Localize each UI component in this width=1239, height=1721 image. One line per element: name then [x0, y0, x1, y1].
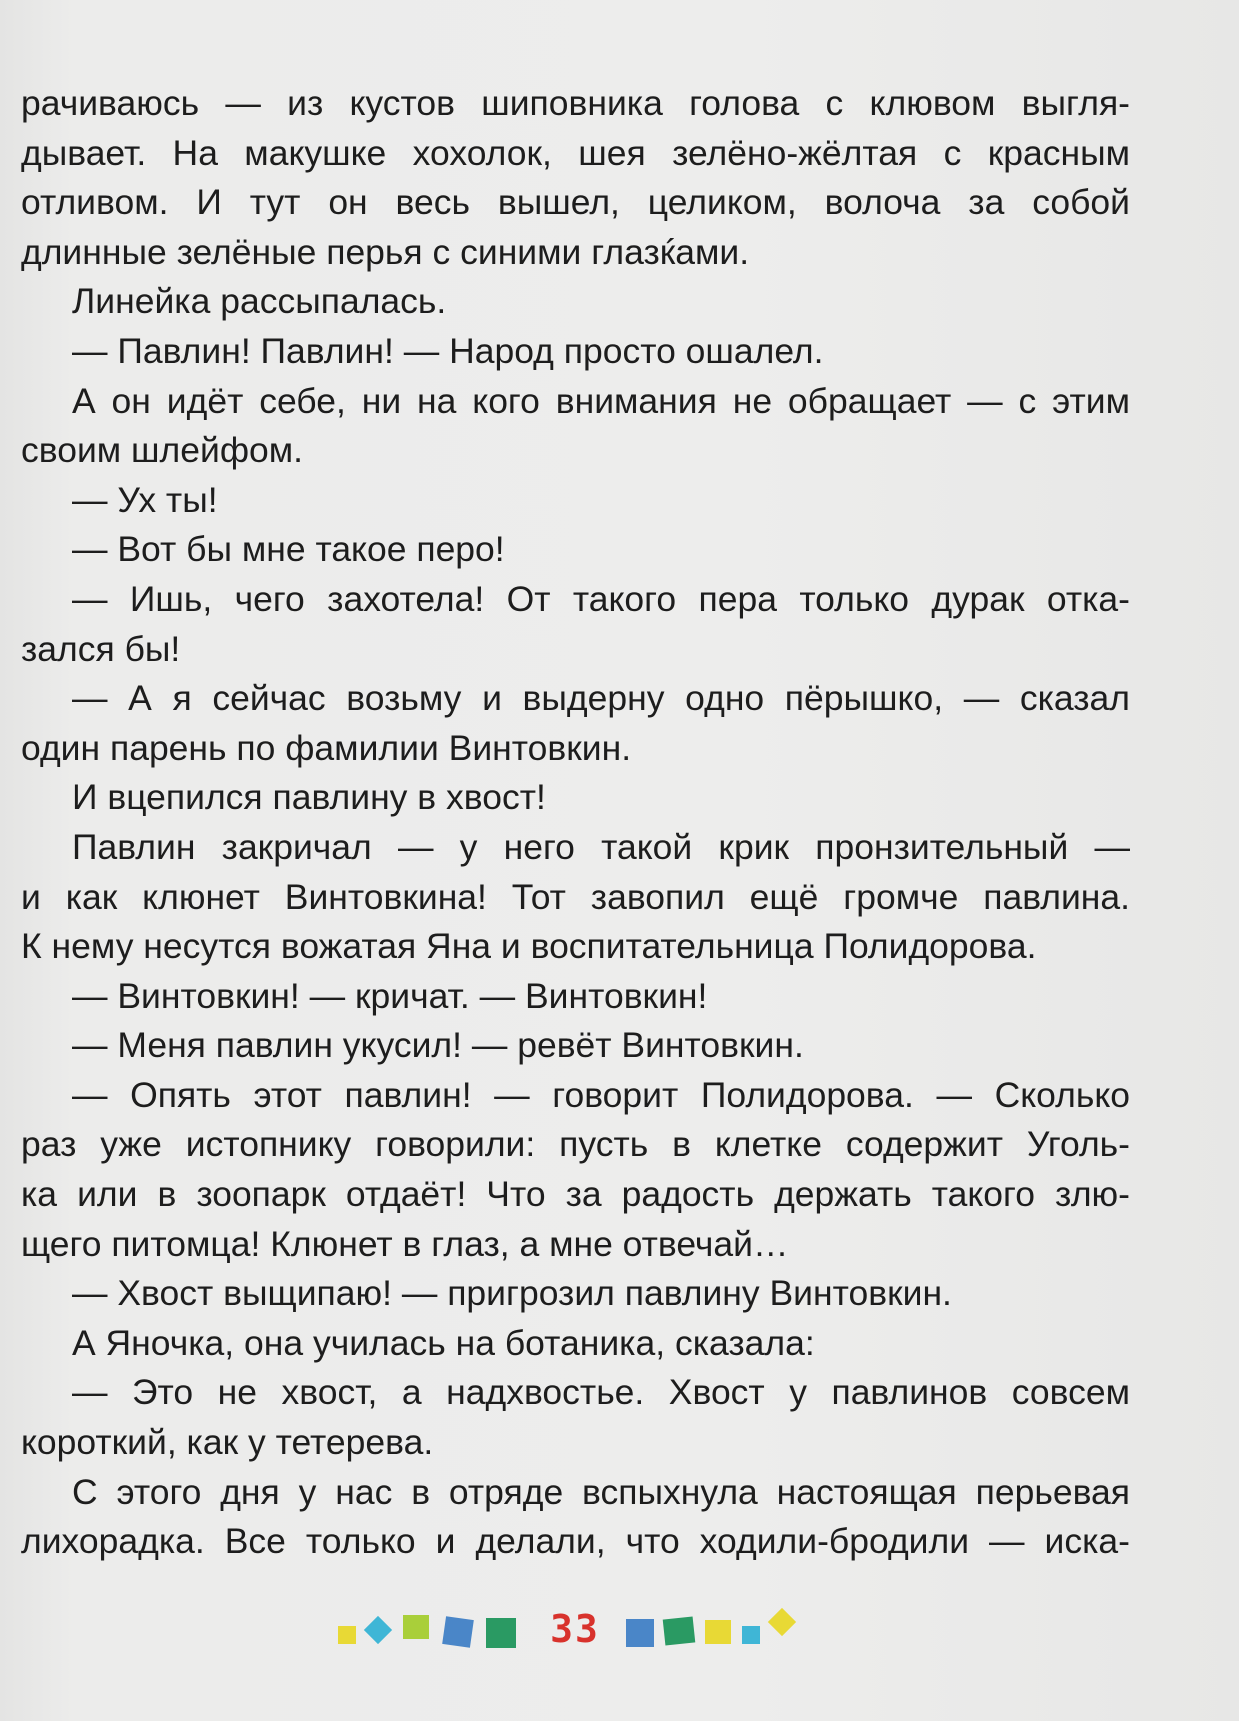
text-line: отливом. И тут он весь вышел, целиком, волоча за собой [21, 182, 1130, 223]
text-line: — Ух ты! [72, 479, 218, 520]
deco-square [768, 1608, 796, 1636]
deco-square [486, 1618, 516, 1648]
text-line: — Павлин! Павлин! — Народ просто ошалел. [72, 330, 824, 371]
text-line: Линейка рассыпалась. [72, 281, 447, 322]
deco-square [338, 1626, 356, 1644]
footer-squares-ornament [0, 1602, 1239, 1662]
deco-square [705, 1620, 731, 1644]
deco-square [403, 1615, 429, 1639]
text-line: — Опять этот павлин! — говорит Полидорова. — Сколько [72, 1074, 1130, 1115]
text-line: своим шлейфом. [21, 430, 304, 471]
text-line: — А я сейчас возьму и выдерну одно пёрышко, — сказал [72, 678, 1130, 719]
text-line: — Хвост выщипаю! — пригрозил павлину Винтовкин. [72, 1273, 952, 1314]
text-line: один парень по фамилии Винтовкин. [21, 727, 632, 768]
text-line: Павлин закричал — у него такой крик пронзительный — [72, 826, 1130, 867]
text-line: — Ишь, чего захотела! От такого пера только дурак отка- [72, 578, 1130, 619]
text-line: К нему несутся вожатая Яна и воспитательница Полидорова. [21, 926, 1037, 967]
page-footer-decoration [0, 1602, 1239, 1662]
text-line: и как клюнет Винтовкина! Тот завопил ещё громче павлина. [21, 876, 1130, 917]
deco-square [663, 1617, 696, 1646]
text-line: — Это не хвост, а надхвостье. Хвост у павлинов совсем [72, 1372, 1130, 1413]
page-body-text [21, 79, 1130, 1567]
deco-square [442, 1616, 474, 1648]
text-line: А Яночка, она училась на ботаника, сказала: [72, 1322, 815, 1363]
text-line: — Вот бы мне такое перо! [72, 529, 505, 570]
text-line: ка или в зоопарк отдаёт! Что за радость держать такого злю- [21, 1174, 1130, 1215]
page-number: 33 [550, 1607, 600, 1651]
text-line: дывает. На макушке хохолок, шея зелёно-жёлтая с красным [21, 132, 1130, 173]
text-line: лихорадка. Все только и делали, что ходили-бродили — иска- [21, 1521, 1130, 1562]
text-line: раз уже истопнику говорили: пусть в клетке содержит Уголь- [21, 1124, 1130, 1165]
deco-square [364, 1616, 392, 1644]
text-line: — Винтовкин! — кричат. — Винтовкин! [72, 975, 708, 1016]
deco-square [626, 1619, 654, 1647]
text-line: А он идёт себе, ни на кого внимания не обращает — с этим [72, 380, 1130, 421]
text-line: — Меня павлин укусил! — ревёт Винтовкин. [72, 1025, 804, 1066]
text-line: щего питомца! Клюнет в глаз, а мне отвечай… [21, 1223, 789, 1264]
text-line: зался бы! [21, 628, 181, 669]
deco-square [742, 1626, 760, 1644]
text-line: И вцепился павлину в хвост! [72, 777, 546, 818]
text-line: рачиваюсь — из кустов шиповника голова с клювом выгля- [21, 83, 1130, 123]
text-line: С этого дня у нас в отряде вспыхнула настоящая перьевая [72, 1471, 1130, 1512]
text-line: короткий, как у тетерева. [21, 1422, 434, 1463]
text-line: длинные зелёные перья с синими глазќами. [21, 231, 750, 272]
